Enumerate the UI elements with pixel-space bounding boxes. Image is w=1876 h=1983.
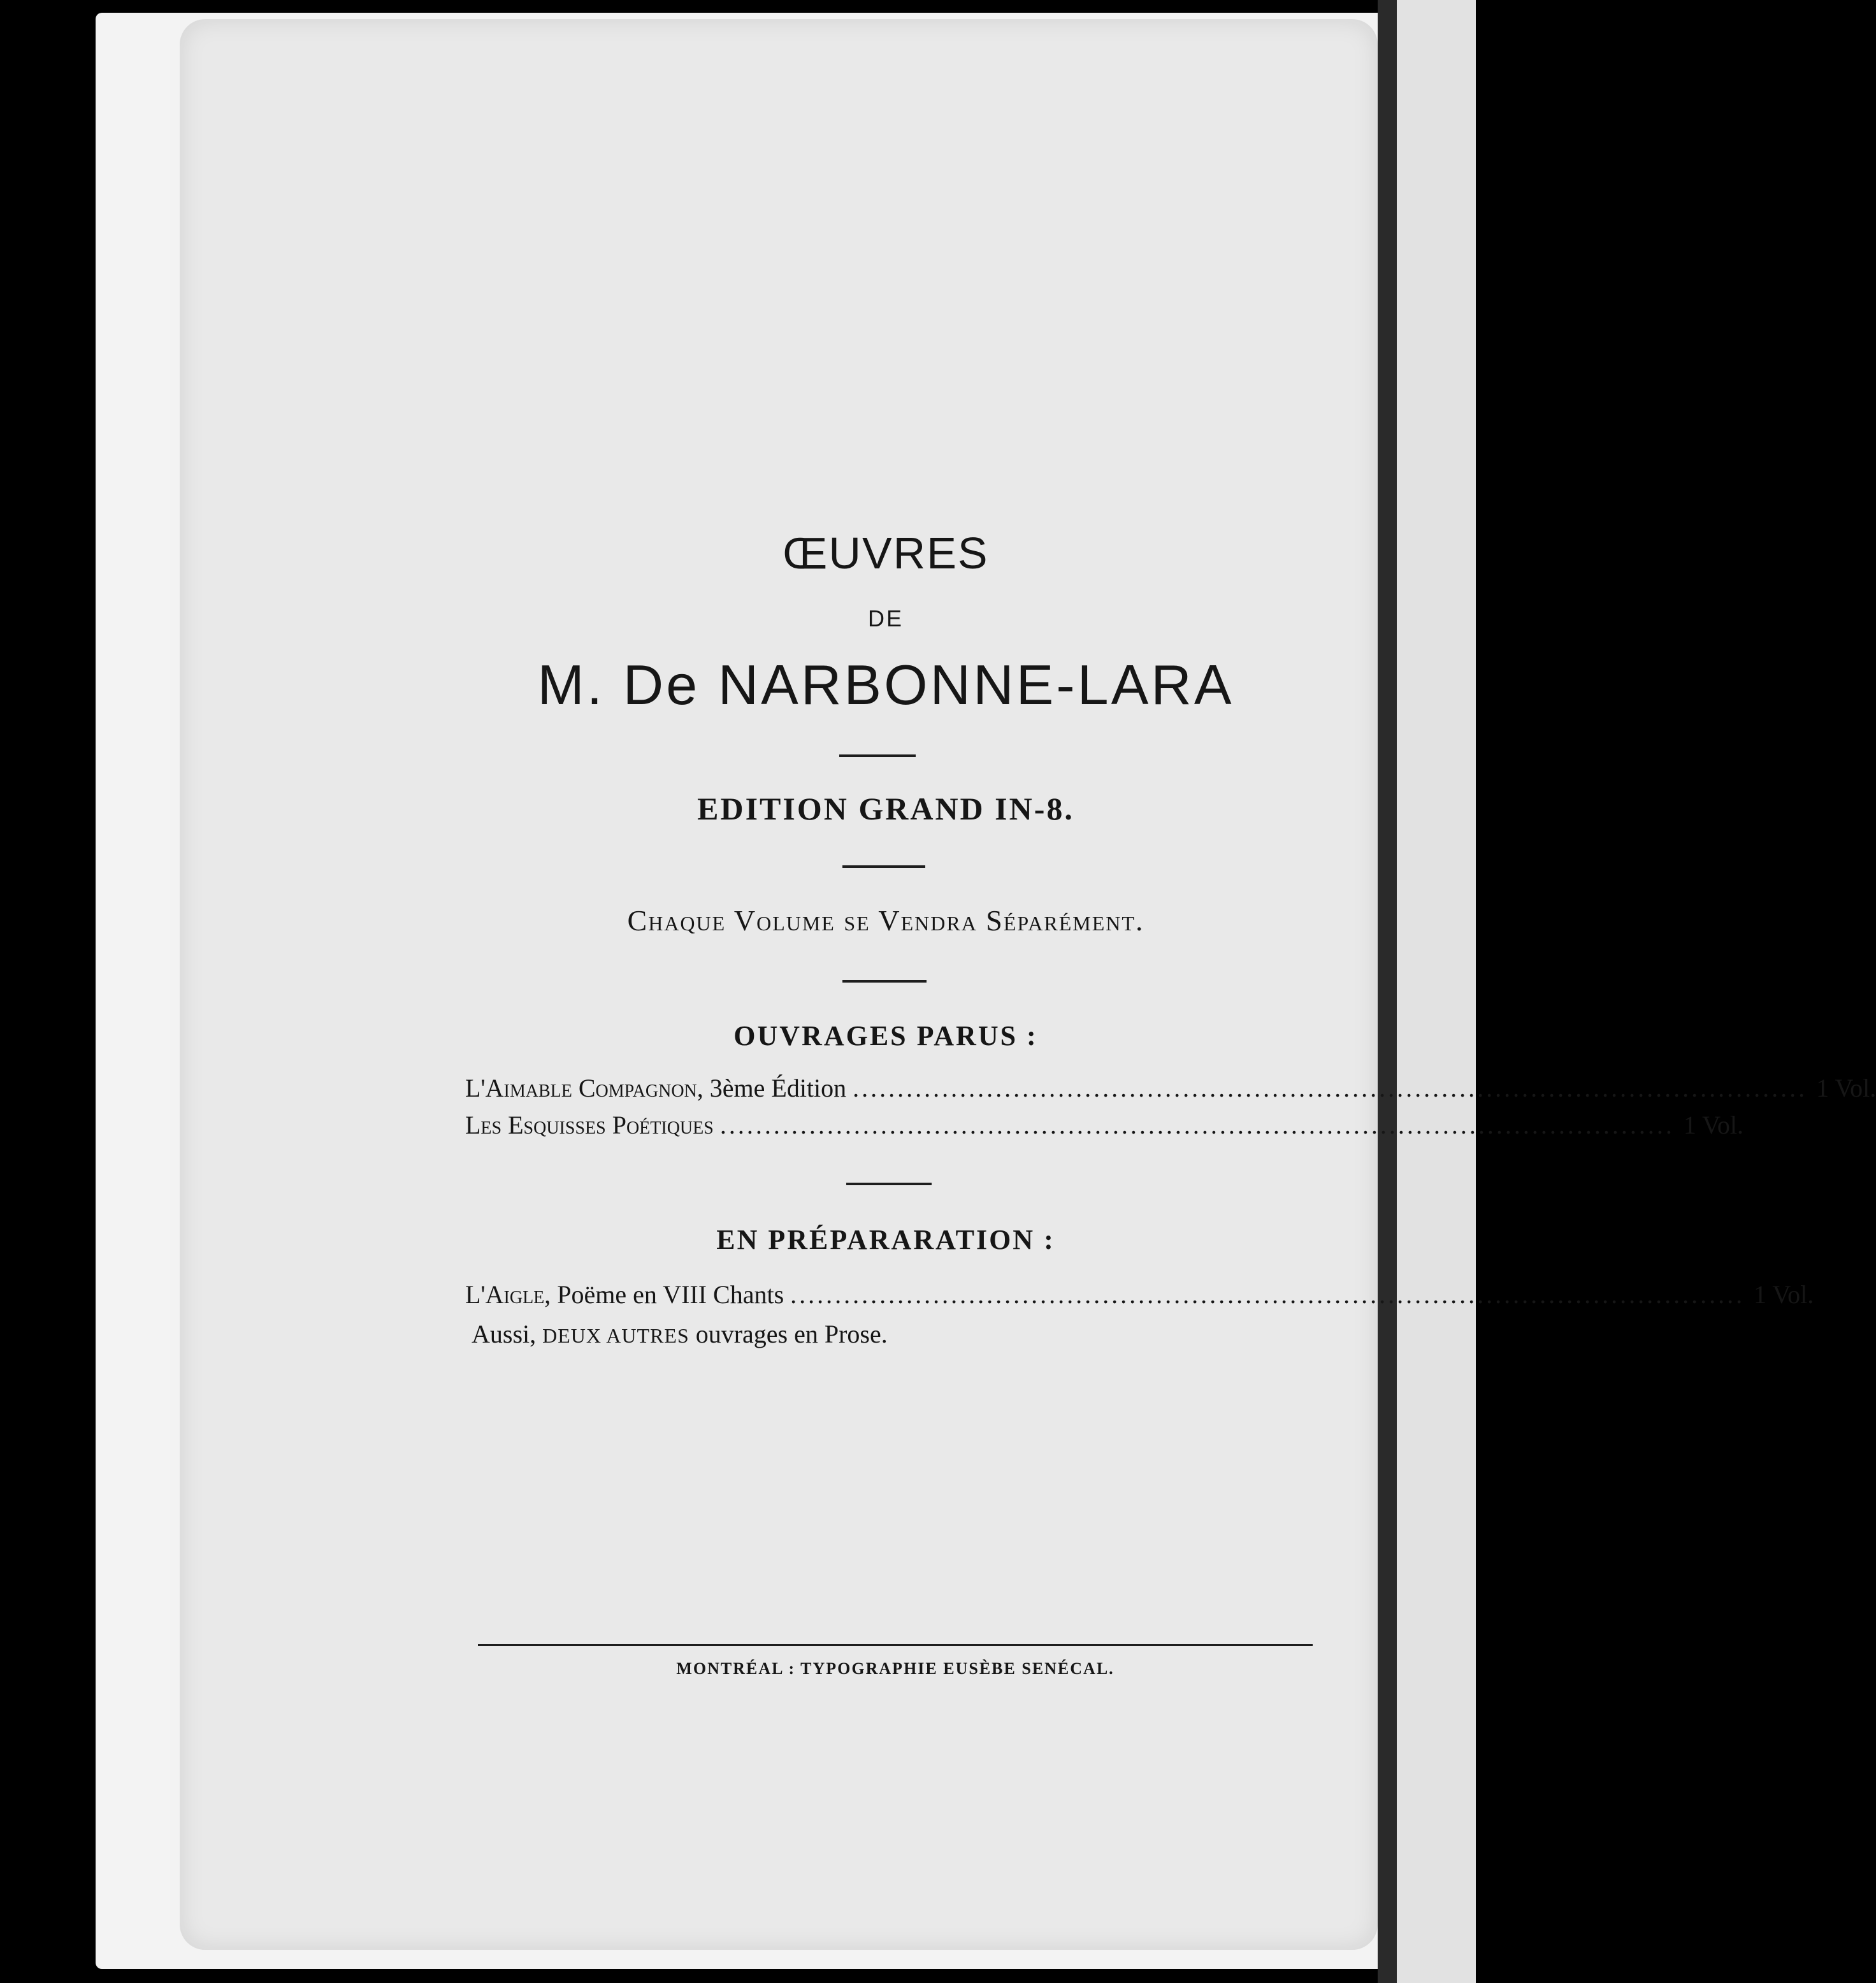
printer-imprint: MONTRÉAL : TYPOGRAPHIE EUSÈBE SENÉCAL. (676, 1659, 1115, 1678)
preparation-heading: EN PRÉPARARATION : (716, 1224, 1055, 1255)
title-page-content (446, 0, 1876, 1983)
leader-dots: ........................................................................................................... (853, 1074, 1808, 1102)
volume-count: 1 Vol. (1816, 1074, 1876, 1102)
work-detail: , Poëme en VIII Chants (544, 1280, 784, 1309)
divider-4 (846, 1183, 932, 1185)
author-name: M. De NARBONNE-LARA (537, 653, 1234, 716)
leader-dots: ........................................................................................................... (790, 1280, 1745, 1309)
leader-dots: ........................................................................................................... (719, 1111, 1675, 1139)
binding-edge (1378, 0, 1397, 1983)
note-caps: DEUX AUTRES (542, 1324, 689, 1347)
work-title: L'Aigle (465, 1280, 545, 1309)
volume-count: 1 Vol. (1754, 1280, 1814, 1309)
divider-2 (842, 865, 925, 868)
list-item-published-1 (465, 1073, 1876, 1103)
work-title: L'Aimable Compagnon (465, 1074, 697, 1102)
edition-line: EDITION GRAND IN-8. (697, 791, 1074, 826)
work-title: Les Esquisses Poétiques (465, 1111, 714, 1139)
note-prefix: Aussi, (472, 1320, 537, 1348)
published-heading: OUVRAGES PARUS : (733, 1020, 1038, 1051)
sales-notice: Chaque Volume se Vendra Séparément. (627, 904, 1144, 937)
additional-works-note (472, 1319, 888, 1349)
list-item-preparation-1 (465, 1280, 1814, 1309)
volume-count: 1 Vol. (1683, 1111, 1743, 1139)
divider-3 (842, 980, 927, 983)
note-suffix: ouvrages en Prose. (695, 1320, 888, 1348)
work-detail: , 3ème Édition (696, 1074, 847, 1102)
list-item-published-2 (465, 1110, 1743, 1140)
title-oeuvres: ŒUVRES (783, 528, 989, 578)
facing-page-edge (1397, 0, 1476, 1983)
title-de: DE (867, 605, 904, 631)
footer-rule (478, 1644, 1313, 1646)
divider-1 (839, 754, 916, 757)
